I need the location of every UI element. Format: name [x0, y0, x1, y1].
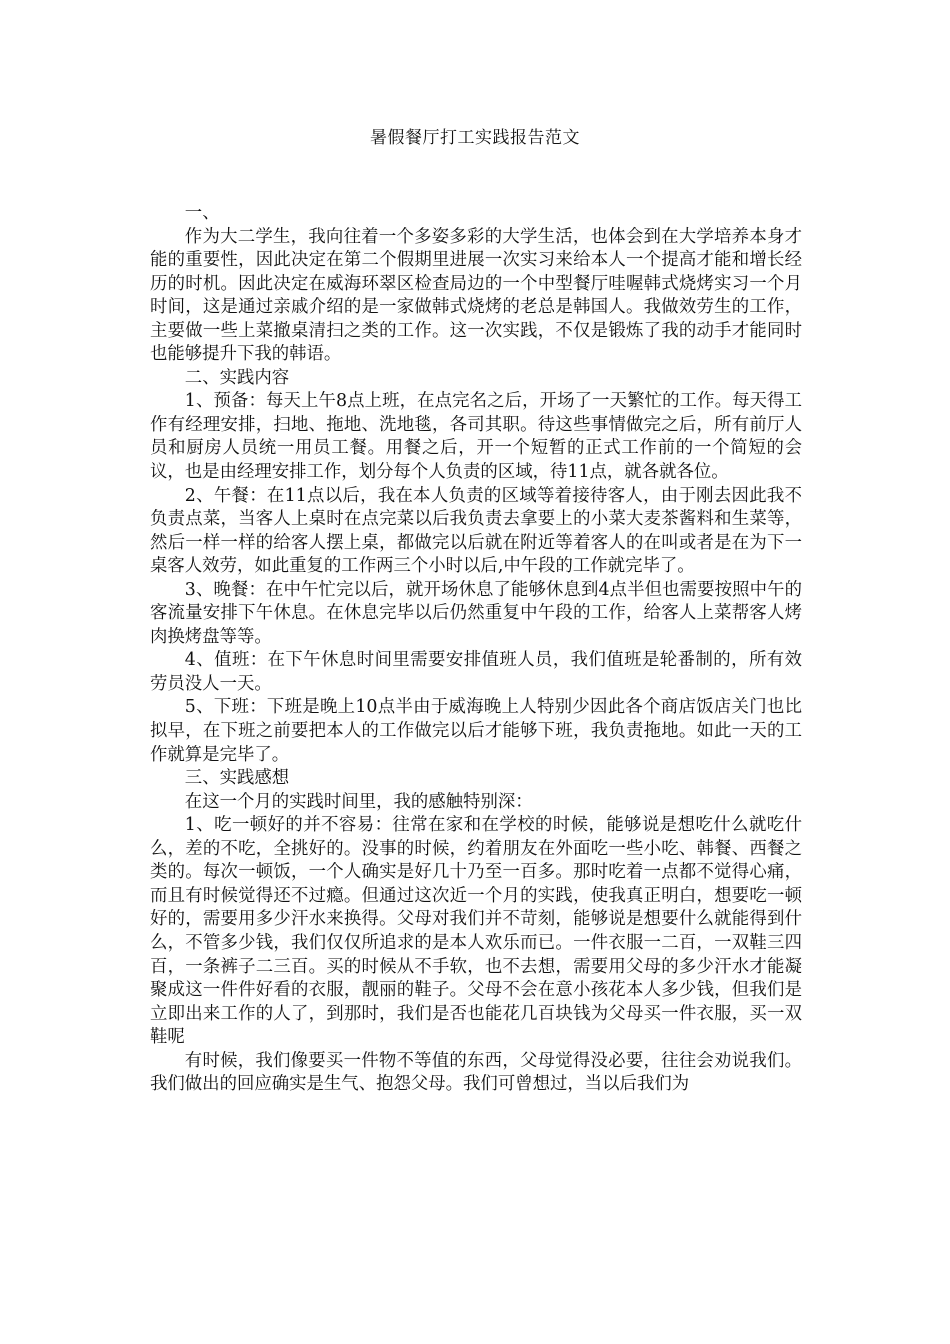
paragraph-section-two-heading: 二、实践内容 [184, 367, 290, 388]
document-body [150, 202, 802, 1097]
paragraph-intro: 作为大二学生，我向往着一个多姿多彩的大学生活，也体会到在大学培养本身才能的重要性，因此决定在第二个假期里进展一次实习来给本人一个提高才能和增长经历的时机。因此决定在威海环翠区检查局边的一个中型餐厅哇喔韩式烧烤实习一个月时间，这是通过亲戚介绍的是一家做韩式烧烤的老总是韩国人。我做效劳生的工作，主要做一些上菜撤桌清扫之类的工作。这一次实践，不仅是锻炼了我的动手才能同时也能够提升下我的韩语。 [150, 226, 802, 365]
paragraph-duty: 4、值班：在下午休息时间里需要安排值班人员，我们值班是轮番制的，所有效劳员没人一天。 [150, 650, 802, 694]
paragraph-dinner: 3、晚餐：在中午忙完以后，就开场休息了能够休息到4点半但也需要按照中午的客流量安排下午休息。在休息完毕以后仍然重复中午段的工作，给客人上菜帮客人烤肉换烤盘等等。 [150, 579, 802, 647]
paragraph-section-one-heading: 一、 [184, 203, 220, 223]
paragraph-lunch: 2、午餐：在11点以后，我在本人负责的区域等着接待客人，由于刚去因此我不负责点菜，当客人上桌时在点完菜以后我负责去拿要上的小菜大麦茶酱料和生菜等，然后一样一样的给客人摆上桌，都做完以后就在附近等着客人的在叫或者是在为下一桌客人效劳，如此重复的工作两三个小时以后,中午段的工作就完毕了。 [150, 485, 802, 577]
paragraph-off-work: 5、下班：下班是晚上10点半由于威海晚上人特别少因此各个商店饭店关门也比拟早，在下班之前要把本人的工作做完以后才能够下班，我负责拖地。如此一天的工作就算是完毕了。 [150, 697, 802, 765]
paragraph-reflection-intro: 在这一个月的实践时间里，我的感触特别深： [184, 791, 533, 812]
paragraph-section-three-heading: 三、实践感想 [184, 768, 290, 789]
paragraph-reflection-one: 1、吃一顿好的并不容易：往常在家和在学校的时候，能够说是想吃什么就吃什么，差的不吃，全挑好的。没事的时候，约着朋友在外面吃一些小吃、韩餐、西餐之类的。每次一顿饭，一个人确实是好几十乃至一百多。那时吃着一点都不觉得心痛，而且有时候觉得还不过瘾。但通过这次近一个月的实践，使我真正明白，想要吃一顿好的，需要用多少汗水来换得。父母对我们并不苛刻，能够说是想要什么就能得到什么，不管多少钱，我们仅仅所追求的是本人欢乐而已。一件衣服一二百，一双鞋三四百，一条裤子二三百。买的时候从不手软，也不去想，需要用父母的多少汗水才能凝聚成这一件件好看的衣服，靓丽的鞋子。父母不会在意小孩花本人多少钱，但我们是立即出来工作的人了，到那时，我们是否也能花几百块钱为父母买一件衣服，买一双鞋呢 [150, 815, 802, 1048]
paragraph-preparation: 1、预备：每天上午8点上班，在点完名之后，开场了一天繁忙的工作。每天得工作有经理安排，扫地、拖地、洗地毯，各司其职。待这些事情做完之后，所有前厅人员和厨房人员统一用员工餐。用餐之后，开一个短暂的正式工作前的一个简短的会议，也是由经理安排工作，划分每个人负责的区域，待11点，就各就各位。 [150, 391, 802, 483]
paragraph-reflection-two: 有时候，我们像要买一件物不等值的东西，父母觉得没必要，往往会劝说我们。我们做出的回应确实是生气、抱怨父母。我们可曾想过，当以后我们为 [150, 1050, 802, 1095]
document-title: 暑假餐厅打工实践报告范文 [370, 128, 580, 148]
